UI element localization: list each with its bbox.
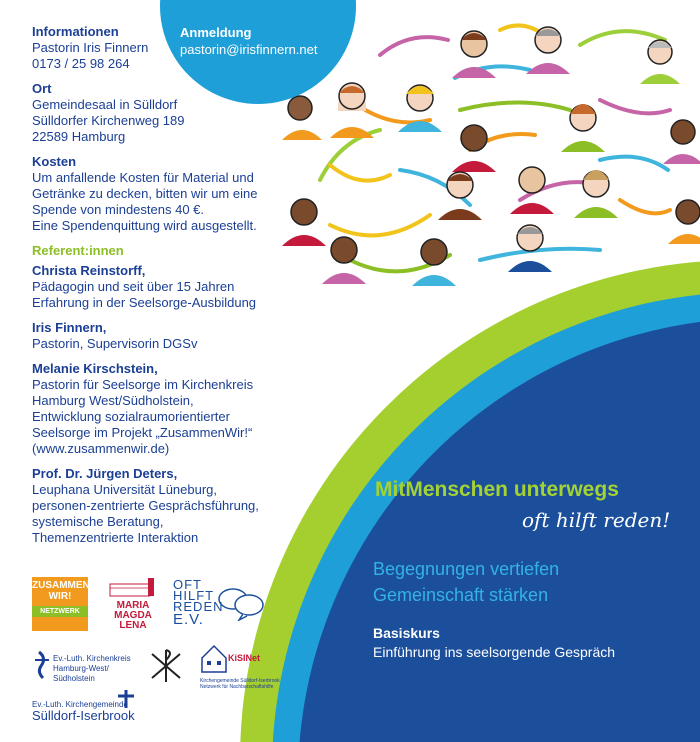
location-line: Gemeindesaal in Sülldorf <box>32 97 178 112</box>
course-title: Basiskurs <box>373 625 440 641</box>
speech-bubbles-icon <box>217 585 265 621</box>
location-heading: Ort <box>32 81 52 96</box>
house-icon <box>200 644 228 674</box>
costs-line: Spende von mindestens 40 €. <box>32 202 205 217</box>
speaker-line: personen-zentrierte Gesprächsführung, <box>32 498 259 513</box>
logo-text: Netzwerk für Nachbarschaftshilfe <box>200 684 274 690</box>
speaker-line: Leuphana Universität Lüneburg, <box>32 482 218 497</box>
chi-rho-icon <box>146 648 186 684</box>
speaker-line: Entwicklung sozialraumorientierter <box>32 409 230 424</box>
maria-magdalena-logo <box>106 578 160 631</box>
speaker-name: Prof. Dr. Jürgen Deters, <box>32 466 178 481</box>
speaker-name: Melanie Kirschstein, <box>32 361 158 376</box>
speaker-line: systemische Beratung, <box>32 514 164 529</box>
registration-email[interactable]: pastorin@irisfinnern.net <box>180 42 318 57</box>
speaker-entry <box>32 320 282 352</box>
costs-line: Um anfallende Kosten für Material und <box>32 170 254 185</box>
costs-line: Getränke zu decken, bitten wir um eine <box>32 186 258 201</box>
costs-section <box>32 154 282 234</box>
registration-title: Anmeldung <box>180 25 252 40</box>
costs-heading: Kosten <box>32 154 77 169</box>
logo-text: Ev.-Luth. Kirchengemeinde <box>32 700 128 709</box>
suelldorf-iserbrook-logo <box>32 700 135 722</box>
logo-text: MAGDA <box>114 610 152 621</box>
logo-text: Hamburg-West/ <box>53 664 109 673</box>
speaker-line: Themenzentrierte Interaktion <box>32 530 199 545</box>
course-info <box>373 624 615 662</box>
slogan-line: Gemeinschaft stärken <box>373 585 549 605</box>
kisinet-logo <box>200 644 280 690</box>
flyer-slogan <box>373 556 559 608</box>
info-name: Pastorin Iris Finnern <box>32 40 149 55</box>
location-section <box>32 81 282 145</box>
flyer-subtitle: oft hilft reden! <box>522 508 671 532</box>
logo-text: MARIA <box>116 600 150 611</box>
church-icon <box>108 578 158 598</box>
logo-text: ZUSAMMEN <box>32 580 90 591</box>
slogan-line: Begegnungen vertiefen <box>373 559 560 579</box>
speaker-line: Seelsorge im Projekt „ZusammenWir!“ <box>32 425 253 440</box>
info-phone[interactable]: 0173 / 25 98 264 <box>32 56 130 71</box>
logo-text: E.V. <box>173 611 204 628</box>
logo-text: HILFT <box>173 588 215 603</box>
speaker-line: Pastorin für Seelsorge im Kirchenkreis <box>32 377 254 392</box>
zusammenwir-logo <box>32 577 88 631</box>
cross-icon <box>118 690 134 708</box>
logo-text: Ev.-Luth. Kirchenkreis <box>53 654 131 663</box>
cross-icon <box>35 650 51 680</box>
kirchenkreis-logo <box>35 650 131 683</box>
logo-text: Südholstein <box>53 674 95 683</box>
logo-text: LENA <box>119 620 147 631</box>
speaker-line: Hamburg West/Südholstein, <box>32 393 194 408</box>
people-network-illustration <box>282 25 700 286</box>
speaker-line: Pastorin, Supervisorin DGSv <box>32 336 198 351</box>
oft-hilft-reden-logo <box>173 579 224 627</box>
speaker-entry <box>32 466 282 546</box>
speaker-name: Iris Finnern, <box>32 320 107 335</box>
costs-line: Eine Spendenquittung wird ausgestellt. <box>32 218 257 233</box>
logo-text: REDEN <box>173 599 224 614</box>
speaker-line: Erfahrung in der Seelsorge-Ausbildung <box>32 295 257 310</box>
location-line: Sülldorfer Kirchenweg 189 <box>32 113 185 128</box>
info-column <box>32 24 282 555</box>
logo-text: WIR! <box>48 591 72 602</box>
speakers-heading: Referent:innen <box>32 243 124 258</box>
speaker-name: Christa Reinstorff, <box>32 263 146 278</box>
speaker-line: Pädagogin und seit über 15 Jahren <box>32 279 235 294</box>
speaker-link[interactable]: (www.zusammenwir.de) <box>32 441 170 456</box>
logo-text: Sülldorf-Iserbrook <box>32 708 135 723</box>
course-description: Einführung ins seelsorgende Gespräch <box>373 644 616 660</box>
speaker-entry <box>32 263 282 311</box>
info-heading: Informationen <box>32 24 119 39</box>
location-line: 22589 Hamburg <box>32 129 126 144</box>
flyer-title: MitMenschen unterwegs <box>375 478 619 501</box>
logo-text: NETZWERK <box>32 606 88 617</box>
logo-text: Kirchengemeinde Sülldorf-Iserbrook <box>200 678 280 684</box>
logo-text: OFT <box>173 577 202 592</box>
speaker-entry <box>32 361 282 457</box>
info-section <box>32 24 282 72</box>
logo-text: KiSINet <box>228 653 261 663</box>
